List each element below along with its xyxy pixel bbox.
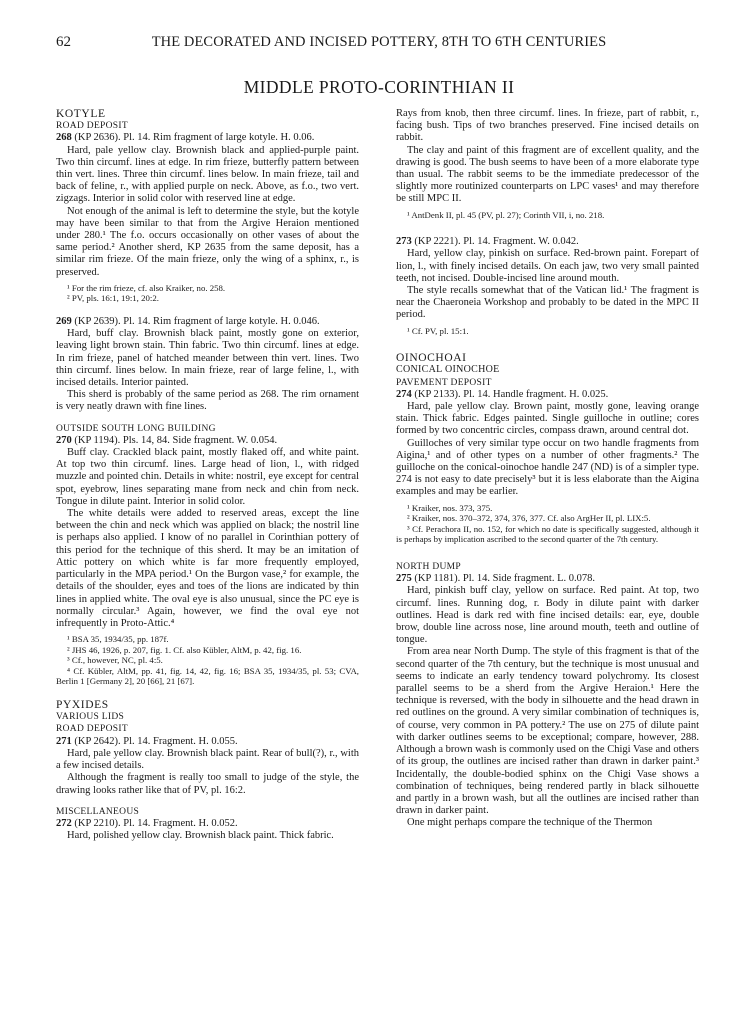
entry-271-description: Hard, pale yellow clay. Brownish black paint. Rear of bull(?), r., with a few incised details. xyxy=(56,747,359,772)
entry-270-footnotes xyxy=(56,634,359,687)
subheading-various-lids: VARIOUS LIDS xyxy=(56,712,125,723)
footnote: ² PV, pls. 16:1, 19:1, 20:2. xyxy=(67,293,159,304)
heading-kotyle: KOTYLE xyxy=(56,108,106,120)
running-title: THE DECORATED AND INCISED POTTERY, 8TH TO 6TH CENTURIES xyxy=(151,34,607,50)
footnote: ⁴ Cf. Kübler, AltM, pp. 41, fig. 14, 42, fig. 16; BSA 35, 1934/35, pl. 53; CVA, Berlin 1 [Germany 2], 20 [66], 21 [67]. xyxy=(56,665,359,687)
entry-274-footnotes xyxy=(396,503,699,545)
entry-275-commentary-continued: One might perhaps compare the technique of the Thermon xyxy=(407,817,653,829)
entry-272-footnotes xyxy=(396,210,699,221)
entry-268-commentary: Not enough of the animal is left to determine the style, but the kotyle may have been similar to that from the Argive Heraion mentioned under 280.¹ The f.o. occurs occasionally on other vases of about the same period.² Another sherd, KP 2635 from the same deposit, has a similar rim frieze. Of the main frieze, only the wing of a sphinx, r., is preserved. xyxy=(56,205,359,278)
entry-270-commentary: The white details were added to reserved areas, except the line between the chin and neck which was applied on black; the nostril line is perhaps also applied. I know of no parallel in Corinthian pottery of this period for the technique of this sherd. It may be an imitation of Attic pottery on which white is far more frequently employed, particularly in the MPA period.¹ On the Burgon vase,² for example, the details of the shoulder, eyes and toes of the lions are indicated by thin lines in applied white. The oval eye is also unusual, since the PC eye is normally circular.³ Again, however, we find the oval eye not infrequently in Proto-Attic.⁴ xyxy=(56,508,359,629)
subheading-outside-building: OUTSIDE SOUTH LONG BUILDING xyxy=(56,423,216,434)
entry-274-description: Hard, pale yellow clay. Brown paint, mostly gone, leaving orange stain. Thick fabric. Edges painted. Single guilloche in outline; cores formed by two concentric circles, compass drawn, around central dot. xyxy=(396,401,699,437)
entry-268-footnotes xyxy=(56,283,359,304)
entry-275-commentary: From area near North Dump. The style of this fragment is that of the second quarter of the 7th century, but the technique is most unusual and seems to indicate an early tendency toward polychromy. Its closest parallel seems to be a sherd from the Argive Heraion.¹ Here the technique is reversed, with the body in silhouette and the head drawn in red outlines on the ground. A very similar combination of techniques is, of course, very common in PA pottery.² The use on 275 of dilute paint with darker outlines seems to be exceptional; compare, however, 288. Although a brown wash is commonly used on the Chigi Vase and others of its group, the outlines are incised rather than drawn in darker paint.³ Incidentally, the double-bodied sphinx on the Chigi Vase shows a combination of techniques, being rendered partly in black silhouette and partly in a brown wash, but all the outlines are incised rather than drawn in darker paint. xyxy=(396,646,699,817)
footnote: ¹ BSA 35, 1934/35, pp. 187f. xyxy=(67,634,169,645)
footnote: ² Kraiker, nos. 370–372, 374, 376, 377. Cf. also ArgHer II, pl. LIX:5. xyxy=(407,513,651,524)
entry-269-description: Hard, buff clay. Brownish black paint, mostly gone on exterior, leaving light brown stain. Thin fabric. Two thin circumf. lines at edge. In rim frieze, panel of hatched meander between thin vert. lines. Two thin circumf. lines below. In main frieze, rear of large feline, l., with incised details. Interior painted. xyxy=(56,328,359,389)
entry-275-heading: 275 (KP 1181). Pl. 14. Side fragment. L. 0.078. xyxy=(396,573,595,585)
entry-268-description: Hard, pale yellow clay. Brownish black and applied-purple paint. Two thin circumf. lines at edge. In rim frieze, butterfly pattern between thin vert. lines. Three thin circumf. lines below. In main frieze, tail and back of feline, r., with applied purple on neck. Above, as f.o., two vert. zigzags. Interior in solid color with reserved line at edge. xyxy=(56,144,359,205)
heading-oinochoai: OINOCHOAI xyxy=(396,352,467,365)
footnote: ¹ AntDenk II, pl. 45 (PV, pl. 27); Corinth VII, i, no. 218. xyxy=(407,209,605,220)
entry-269-commentary: This sherd is probably of the same period as 268. The rim ornament is very neatly drawn with fine lines. xyxy=(56,389,359,413)
entry-273-heading: 273 (KP 2221). Pl. 14. Fragment. W. 0.042. xyxy=(396,236,579,248)
entry-271-heading: 271 (KP 2642). Pl. 14. Fragment. H. 0.055. xyxy=(56,735,238,747)
entry-271-commentary: Although the fragment is really too small to judge of the style, the drawing looks rather like that of PV, pl. 16:2. xyxy=(56,772,359,796)
footnote: ¹ Kraiker, nos. 373, 375. xyxy=(407,502,493,513)
page-header xyxy=(56,34,702,54)
subheading-road-deposit-2: ROAD DEPOSIT xyxy=(56,724,128,735)
entry-273-commentary: The style recalls somewhat that of the Vatican lid.¹ The fragment is near the Chaeroneia Workshop and probably to be dated in the MPC II period. xyxy=(396,285,699,321)
subheading-conical-oinochoe: CONICAL OINOCHOE xyxy=(396,364,500,376)
section-title: MIDDLE PROTO-CORINTHIAN II xyxy=(243,77,515,97)
entry-273-description: Hard, yellow clay, pinkish on surface. Red-brown paint. Forepart of lion, l., with finely incised details. On each jaw, two very small painted teeth, not incised. Double-incised line around mouth. xyxy=(396,248,699,284)
entry-274-heading: 274 (KP 2133). Pl. 14. Handle fragment. H. 0.025. xyxy=(396,388,609,400)
footnote: ³ Cf. Perachora II, no. 152, for which no date is specifically suggested, although it is perhaps by implication ascribed to the second quarter of the 7th century. xyxy=(396,523,699,545)
entry-275-description: Hard, pinkish buff clay, yellow on surface. Red paint. At top, two circumf. lines. Running dog, r. Body in dilute paint with darker outlines. Head is dark red with fine incised details: ear, eye, double brow, double line across nose, line around mouth, teeth and outline of tongue. xyxy=(396,585,699,646)
entry-268-heading: 268 (KP 2636). Pl. 14. Rim fragment of large kotyle. H. 0.06. xyxy=(56,132,315,144)
entry-272-continuation: Rays from knob, then three circumf. lines. In frieze, part of rabbit, r., facing bush. Tips of two branches preserved. Fine incised details on rabbit. xyxy=(396,108,699,144)
footnote: ¹ For the rim frieze, cf. also Kraiker, no. 258. xyxy=(67,282,226,293)
entry-270-description: Buff clay. Crackled black paint, mostly flaked off, and white paint. At top two thin circumf. lines. Large head of lion, l., with ridged muzzle and pointed chin. Details in white: nostril, eye except for central spot, eyebrow, lines separating mane from neck and chin from neck. Tongue in dilute paint. Interior in solid color. xyxy=(56,447,359,507)
footnote: ² JHS 46, 1926, p. 207, fig. 1. Cf. also Kübler, AltM, p. 42, fig. 16. xyxy=(67,644,302,655)
entry-272-description: Hard, polished yellow clay. Brownish black paint. Thick fabric. xyxy=(67,830,334,842)
entry-270-heading: 270 (KP 1194). Pls. 14, 84. Side fragment. W. 0.054. xyxy=(56,434,278,446)
subheading-pavement-deposit: PAVEMENT DEPOSIT xyxy=(396,377,492,388)
subheading-road-deposit: ROAD DEPOSIT xyxy=(56,121,128,132)
footnote: ¹ Cf. PV, pl. 15:1. xyxy=(407,325,469,336)
entry-269-heading: 269 (KP 2639). Pl. 14. Rim fragment of large kotyle. H. 0.046. xyxy=(56,316,320,328)
subheading-north-dump: NORTH DUMP xyxy=(396,562,461,573)
entry-272-heading: 272 (KP 2210). Pl. 14. Fragment. H. 0.052. xyxy=(56,817,238,829)
page-number: 62 xyxy=(56,34,71,50)
heading-pyxides: PYXIDES xyxy=(56,699,109,712)
right-column xyxy=(396,108,699,830)
subheading-miscellaneous: MISCELLANEOUS xyxy=(56,806,140,817)
entry-274-commentary: Guilloches of very similar type occur on two handle fragments from Aigina,¹ and of other types on a number of other fragments.² The guilloche on the conical-oinochoe handle 247 (ND) is of a simpler type. 274 is not easy to date precisely³ but it is less elaborate than the Aigina examples and may be earlier. xyxy=(396,437,699,498)
footnote: ³ Cf., however, NC, pl. 4:5. xyxy=(67,655,163,666)
entry-272-commentary: The clay and paint of this fragment are of excellent quality, and the drawing is good. The bush seems to have been of a more elaborate type than usual. The rabbit seems to be the immediate predecessor of the slightly more routinized counterparts on LPC vases¹ and may therefore be still MPC II. xyxy=(396,144,699,205)
left-column xyxy=(56,108,359,842)
entry-273-footnotes xyxy=(396,326,699,337)
